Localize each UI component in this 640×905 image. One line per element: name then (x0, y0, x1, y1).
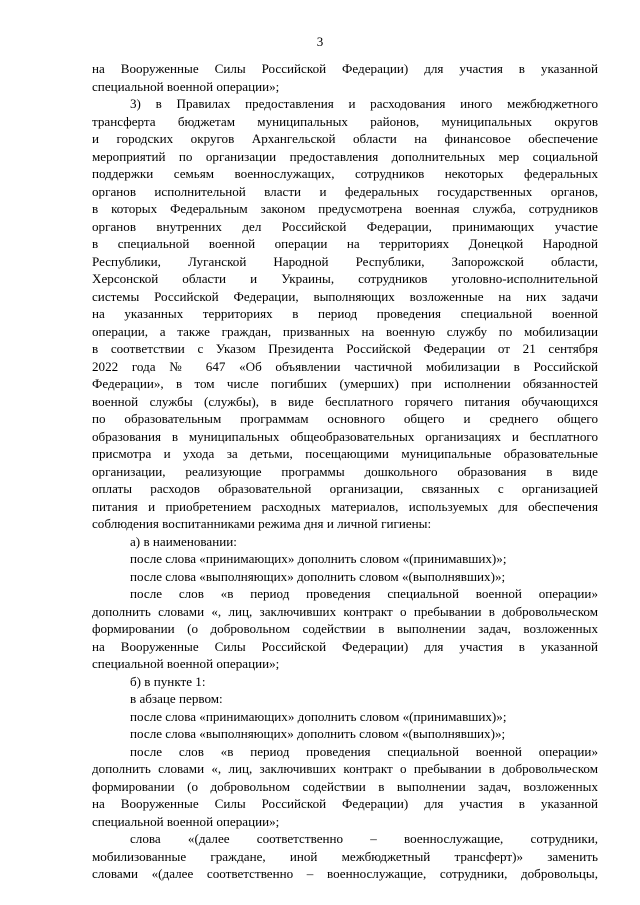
text-line: Херсонской области и Украины, сотрудников уголовно-исполнительной (92, 271, 598, 286)
text-line: организации, реализующие программы дошкольного образования в виде (92, 463, 598, 479)
text-line: в соответствии с Указом Президента Российской Федерации от 21 сентября (92, 341, 598, 356)
text-line: питания и приобретением расходных материалов, используемых для обеспечения (92, 498, 598, 514)
text-line: на указанных территориях в период проведения специальной военной (92, 306, 598, 321)
text-line: а) в наименовании: (130, 533, 237, 549)
text-line: 3) в Правилах предоставления и расходования иного межбюджетного (130, 96, 598, 111)
text-line: после слова «выполняющих» дополнить словом «(выполнявших)»; (130, 568, 506, 584)
text-line: и городских округов Архангельской области на финансовое обеспечение (92, 131, 598, 146)
text-line: 2022 года № 647 «Об объявлении частичной мобилизации в Российской (92, 358, 598, 374)
text-line: слова «(далее соответственно – военнослужащие, сотрудники, (130, 831, 598, 846)
page-number: 3 (316, 34, 324, 49)
text-line: оплаты расходов образовательной организации, связанных с организацией (92, 481, 598, 496)
text-line: органов внутренних дел Российской Федерации, принимающих участие (92, 218, 598, 234)
text-line: мобилизованные граждане, иной межбюджетный трансферт)» заменить (92, 848, 598, 864)
text-line: после слова «принимающих» дополнить словом «(принимавших)»; (130, 708, 507, 724)
text-line: операции, а также граждан, призванных на военную службу по мобилизации (92, 323, 598, 339)
text-line: специальной военной операции»; (92, 656, 280, 671)
text-line: словами «(далее соответственно – военнослужащие, сотрудники, добровольцы, (92, 866, 598, 881)
text-line: формировании (о добровольном содействии в выполнении задач, возложенных (92, 778, 598, 794)
text-line: дополнить словами «, лиц, заключивших контракт о пребывании в добровольческом (92, 761, 598, 776)
text-line: мероприятий по организации предоставления дополнительных мер социальной (92, 148, 598, 164)
text-line: специальной военной операции»; (92, 813, 280, 829)
text-line: образования в муниципальных общеобразовательных организациях и бесплатного (92, 428, 598, 444)
text-line: специальной военной операции»; (92, 78, 280, 94)
text-line: в которых Федеральным законом предусмотрена военная служба, сотрудников (92, 201, 598, 216)
text-line: Федерации», в том числе погибших (умерших) при исполнении обязанностей (92, 376, 598, 391)
text-line: на Вооруженные Силы Российской Федерации) для участия в указанной (92, 796, 598, 811)
text-line: на Вооруженные Силы Российской Федерации) для участия в указанной (92, 638, 598, 654)
text-line: после слов «в период проведения специальной военной операции» (130, 586, 598, 601)
text-line: по образовательным программам основного общего и среднего общего (92, 411, 598, 426)
text-line: трансферта бюджетам муниципальных районов, муниципальных округов (92, 113, 598, 129)
text-line: Республики, Луганской Народной Республики, Запорожской области, (92, 253, 598, 269)
text-line: б) в пункте 1: (130, 673, 206, 689)
text-line: в абзаце первом: (130, 691, 223, 706)
text-line: формировании (о добровольном содействии в выполнении задач, возложенных (92, 621, 598, 636)
text-line: после слова «выполняющих» дополнить словом «(выполнявших)»; (130, 726, 506, 741)
text-line: системы Российской Федерации, выполняющих возложенные на них задачи (92, 288, 598, 304)
document-body (92, 60, 598, 883)
text-line: органов исполнительной власти и федеральных государственных органов, (92, 183, 598, 199)
text-line: соблюдения воспитанниками режима дня и личной гигиены: (92, 516, 432, 531)
text-line: военной службы (службы), в виде бесплатного горячего питания обучающихся (92, 393, 598, 409)
text-line: после слов «в период проведения специальной военной операции» (130, 743, 598, 759)
text-line: после слова «принимающих» дополнить словом «(принимавших)»; (130, 551, 507, 566)
text-line: дополнить словами «, лиц, заключивших контракт о пребывании в добровольческом (92, 603, 598, 619)
text-line: поддержки семьям военнослужащих, сотрудников некоторых федеральных (92, 166, 598, 181)
text-line: на Вооруженные Силы Российской Федерации) для участия в указанной (92, 61, 598, 76)
text-line: в специальной военной операции на территориях Донецкой Народной (92, 236, 598, 251)
text-line: присмотра и ухода за детьми, посещающими муниципальные образовательные (92, 446, 598, 461)
